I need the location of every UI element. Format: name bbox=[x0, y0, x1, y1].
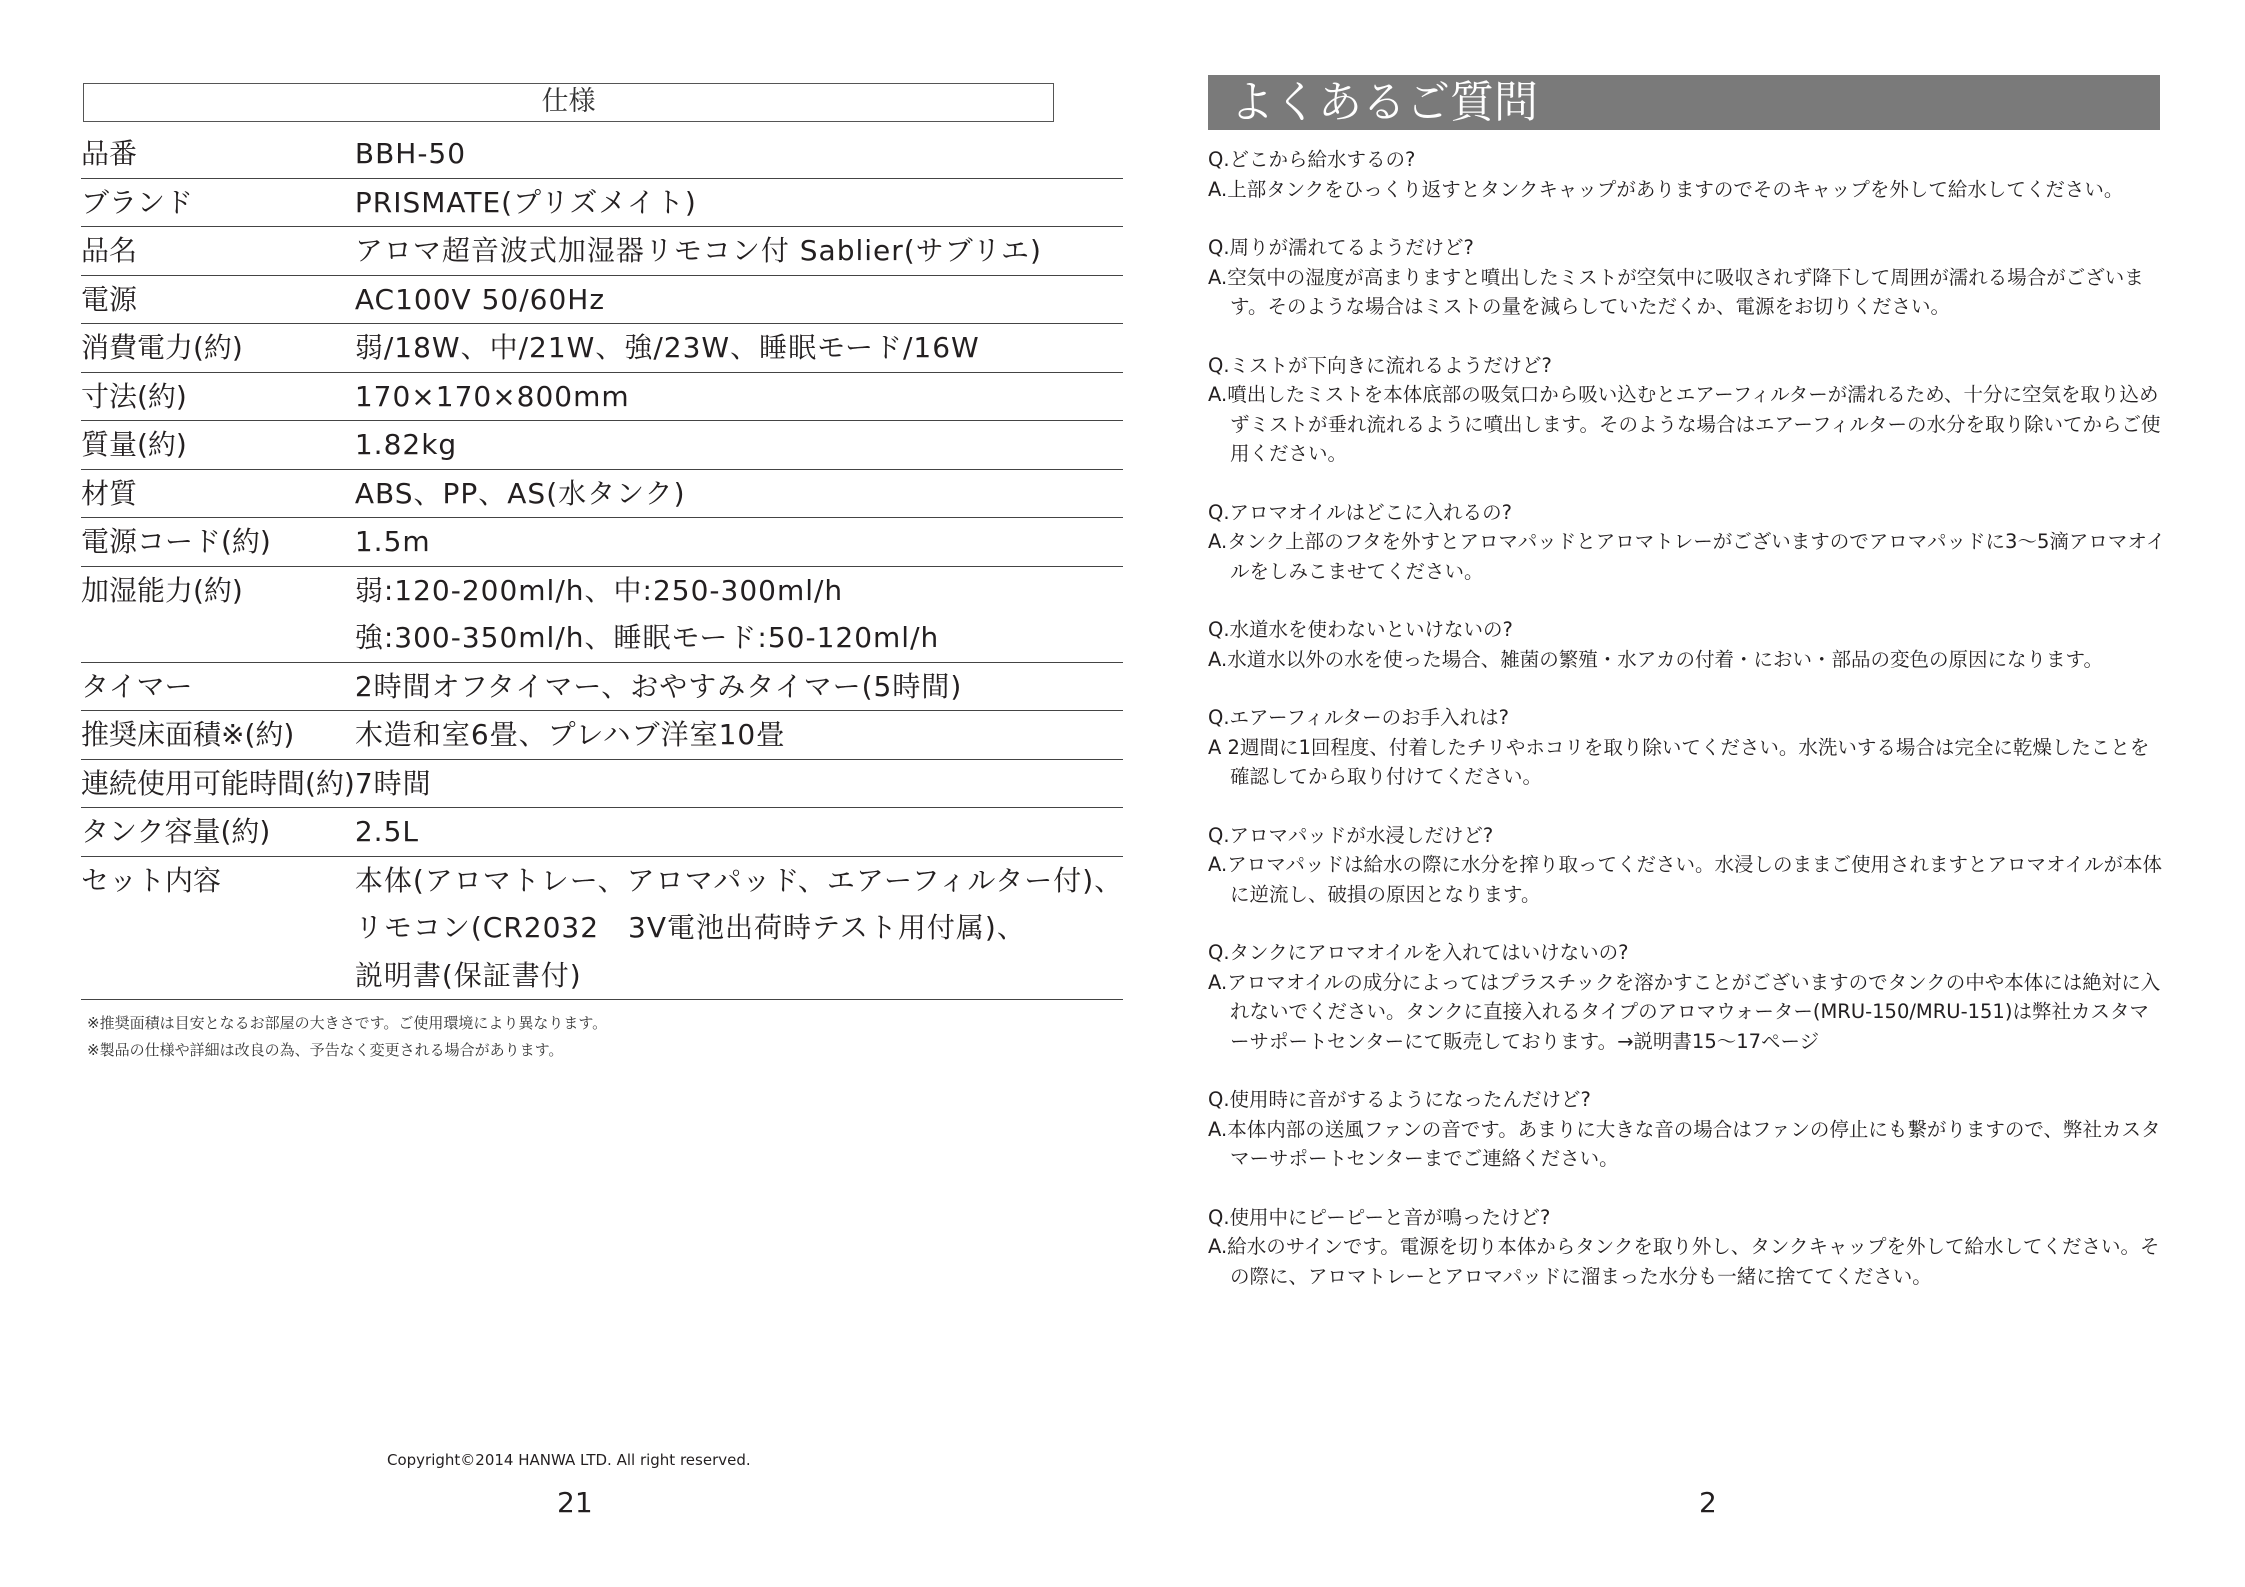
spec-label: 品番 bbox=[81, 137, 138, 170]
faq-item bbox=[1208, 351, 2168, 469]
spec-row bbox=[81, 178, 1123, 227]
spec-value: AC100V 50/60Hz bbox=[354, 282, 606, 316]
faq-item bbox=[1208, 615, 2168, 674]
faq-item bbox=[1208, 145, 2168, 204]
faq-answer: A.アロマパッドは給水の際に水分を搾り取ってください。水浸しのままご使用されますとアロマオイルが本体に逆流し、破損の原因となります。 bbox=[1208, 853, 2163, 906]
copyright-text: Copyright©2014 HANWA LTD. All right reserved. bbox=[387, 1451, 751, 1469]
faq-answer: A.上部タンクをひっくり返すとタンクキャップがありますのでそのキャップを外して給水してください。 bbox=[1208, 177, 2124, 201]
faq-question: Q.エアーフィルターのお手入れは? bbox=[1208, 706, 1509, 729]
spec-note: ※推奨面積は目安となるお部屋の大きさです。ご使用環境により異なります。 bbox=[87, 1014, 608, 1032]
spec-value bbox=[355, 856, 1123, 1000]
spec-label: 品名 bbox=[81, 234, 138, 267]
spec-label: ブランド bbox=[81, 185, 194, 219]
spec-label: タイマー bbox=[81, 669, 193, 703]
faq-answer: A.噴出したミストを本体底部の吸気口から吸い込むとエアーフィルターが濡れるため、十分に空気を取り込めずミストが垂れ流れるように噴出します。そのような場合はエアーフィルターの水分を取り除いてからご使用ください。 bbox=[1208, 383, 2161, 465]
spec-notes bbox=[87, 1010, 607, 1064]
spec-row bbox=[81, 711, 1123, 760]
faq-title: よくあるご質問 bbox=[1208, 75, 2160, 130]
spec-row bbox=[81, 759, 1123, 808]
faq-answer: A.空気中の湿度が高まりますと噴出したミストが空気中に吸収されず降下して周囲が濡れる場合がございます。そのような場合はミストの量を減らしていただくか、電源をお切りください。 bbox=[1208, 265, 2144, 318]
faq-item bbox=[1208, 233, 2168, 322]
spec-value-line: リモコン(CR2032 3V電池出荷時テスト用付属)、 bbox=[354, 911, 1026, 944]
spec-row bbox=[81, 324, 1123, 373]
spec-value-line: 強:300-350ml/h、睡眠モード:50-120ml/h bbox=[354, 621, 940, 654]
faq-item bbox=[1208, 938, 2168, 1056]
spec-label: 材質 bbox=[81, 476, 138, 510]
spec-note: ※製品の仕様や詳細は改良の為、予告なく変更される場合があります。 bbox=[87, 1041, 564, 1059]
spec-row bbox=[81, 372, 1123, 421]
spec-label: 推奨床面積※(約) bbox=[81, 718, 295, 751]
right-page bbox=[1122, 0, 2245, 1587]
faq-list bbox=[1208, 145, 2168, 1320]
spec-row bbox=[81, 856, 1123, 1000]
spec-title: 仕様 bbox=[83, 83, 1054, 122]
faq-item bbox=[1208, 1085, 2168, 1174]
spec-label: 連続使用可能時間(約) bbox=[81, 766, 355, 800]
spec-row bbox=[81, 566, 1123, 662]
spec-value-line: 本体(アロマトレー、アロマパッド、エアーフィルター付)、 bbox=[354, 863, 1124, 897]
faq-question: Q.使用時に音がするようになったんだけど? bbox=[1208, 1088, 1591, 1111]
spec-value bbox=[355, 566, 1123, 662]
spec-label: 寸法(約) bbox=[81, 379, 187, 413]
spec-label: 電源 bbox=[81, 282, 138, 316]
faq-answer: A.タンク上部のフタを外すとアロマパッドとアロマトレーがございますのでアロマパッドに3〜5滴アロマオイルをしみこませてください。 bbox=[1208, 530, 2166, 583]
faq-answer: A.本体内部の送風ファンの音です。あまりに大きな音の場合はファンの停止にも繋がりますので、弊社カスタマーサポートセンターまでご連絡ください。 bbox=[1208, 1117, 2161, 1170]
faq-question: Q.ミストが下向きに流れるようだけど? bbox=[1208, 353, 1552, 377]
spec-value: 弱/18W、中/21W、強/23W、睡眠モード/16W bbox=[354, 331, 980, 364]
faq-question: Q.どこから給水するの? bbox=[1208, 148, 1416, 171]
spec-label: タンク容量(約) bbox=[81, 815, 271, 848]
faq-item bbox=[1208, 821, 2168, 910]
spec-label: セット内容 bbox=[81, 863, 222, 897]
spec-value: BBH-50 bbox=[354, 137, 467, 170]
spec-value: 1.5m bbox=[354, 525, 431, 558]
spec-row bbox=[81, 808, 1123, 857]
spec-label: 加湿能力(約) bbox=[81, 573, 243, 607]
faq-answer: A 2週間に1回程度、付着したチリやホコリを取り除いてください。水洗いする場合は完全に乾燥したことを確認してから取り付けてください。 bbox=[1208, 735, 2150, 788]
faq-item bbox=[1208, 498, 2168, 587]
spec-value: 7時間 bbox=[354, 766, 432, 800]
spec-value: 2.5L bbox=[354, 815, 419, 848]
page-number: 21 bbox=[557, 1486, 593, 1519]
faq-question: Q.使用中にピーピーと音が鳴ったけど? bbox=[1208, 1205, 1551, 1229]
spec-value: 2時間オフタイマー、おやすみタイマー(5時間) bbox=[354, 669, 963, 703]
spec-value-line: 弱:120-200ml/h、中:250-300ml/h bbox=[354, 573, 844, 607]
faq-question: Q.アロマオイルはどこに入れるの? bbox=[1208, 500, 1512, 524]
faq-question: Q.タンクにアロマオイルを入れてはいけないの? bbox=[1208, 941, 1629, 964]
spec-row bbox=[81, 662, 1123, 711]
spec-row bbox=[81, 518, 1123, 567]
spec-value: 170×170×800mm bbox=[354, 379, 630, 413]
faq-question: Q.アロマパッドが水浸しだけど? bbox=[1208, 823, 1494, 847]
left-page bbox=[0, 0, 1122, 1587]
page-number: 2 bbox=[1699, 1486, 1717, 1519]
spec-label: 電源コード(約) bbox=[81, 525, 271, 558]
spec-row bbox=[81, 275, 1123, 324]
faq-answer: A.給水のサインです。電源を切り本体からタンクを取り外し、タンクキャップを外して給水してください。その際に、アロマトレーとアロマパッドに溜まった水分も一緒に捨ててください。 bbox=[1208, 1235, 2160, 1288]
spec-table bbox=[81, 130, 1123, 1000]
spec-row bbox=[81, 421, 1123, 470]
spec-value: 1.82kg bbox=[354, 428, 458, 461]
faq-question: Q.水道水を使わないといけないの? bbox=[1208, 618, 1513, 641]
spec-row bbox=[81, 469, 1123, 518]
spec-value: ABS、PP、AS(水タンク) bbox=[354, 476, 686, 510]
faq-question: Q.周りが濡れてるようだけど? bbox=[1208, 236, 1474, 259]
spec-row bbox=[81, 130, 1123, 178]
spec-label: 質量(約) bbox=[81, 428, 187, 461]
spec-value: 木造和室6畳、プレハブ洋室10畳 bbox=[354, 718, 786, 751]
faq-answer: A.水道水以外の水を使った場合、雑菌の繁殖・水アカの付着・におい・部品の変色の原因になります。 bbox=[1208, 647, 2103, 671]
faq-answer: A.アロマオイルの成分によってはプラスチックを溶かすことがございますのでタンクの中や本体には絶対に入れないでください。タンクに直接入れるタイプのアロマウォーター(MRU-150/MRU-151)は弊社カスタマーサポートセンターにて販売しております。→説明書15〜17ページ bbox=[1208, 970, 2161, 1053]
spec-row bbox=[81, 227, 1123, 276]
faq-item bbox=[1208, 703, 2168, 792]
spec-value-line: 説明書(保証書付) bbox=[354, 958, 582, 992]
spec-value: アロマ超音波式加湿器リモコン付 Sablier(サブリエ) bbox=[354, 234, 1042, 267]
spec-value: PRISMATE(プリズメイト) bbox=[354, 185, 697, 219]
spec-label: 消費電力(約) bbox=[81, 331, 243, 364]
faq-item bbox=[1208, 1203, 2168, 1292]
